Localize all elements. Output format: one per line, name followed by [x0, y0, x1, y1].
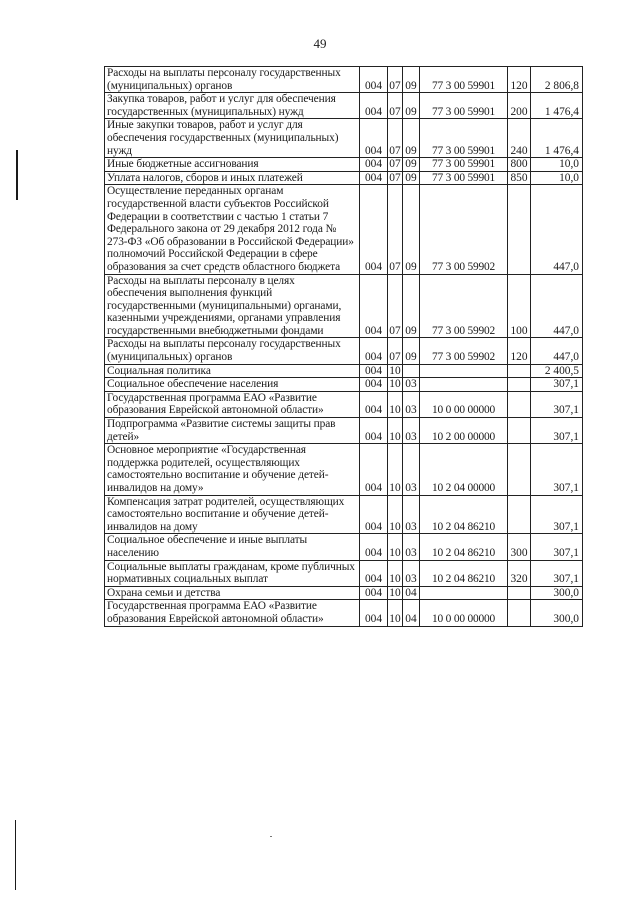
row-name: Социальная политика [105, 364, 360, 378]
table-row [105, 158, 583, 172]
table-row [105, 378, 583, 392]
subsection-code: 09 [403, 93, 420, 119]
section-code: 10 [388, 560, 403, 586]
subsection-code: 09 [403, 158, 420, 172]
table-row [105, 185, 583, 274]
ministry-code: 004 [360, 418, 388, 444]
expense-type-code: 200 [508, 93, 531, 119]
section-code: 07 [388, 93, 403, 119]
table-row [105, 444, 583, 495]
subsection-code: 09 [403, 338, 420, 364]
target-article-code: 77 3 00 59901 [420, 158, 508, 172]
subsection-code: 09 [403, 67, 420, 93]
table-body [105, 67, 583, 627]
expense-type-code: 240 [508, 119, 531, 158]
amount: 307,1 [531, 495, 583, 534]
ministry-code: 004 [360, 444, 388, 495]
expense-type-code: 120 [508, 67, 531, 93]
ministry-code: 004 [360, 338, 388, 364]
subsection-code: 03 [403, 391, 420, 417]
table-row [105, 171, 583, 185]
amount: 307,1 [531, 418, 583, 444]
expense-type-code [508, 378, 531, 392]
target-article-code: 77 3 00 59901 [420, 67, 508, 93]
ministry-code: 004 [360, 534, 388, 560]
target-article-code: 10 2 04 86210 [420, 534, 508, 560]
row-name: Уплата налогов, сборов и иных платежей [105, 171, 360, 185]
expense-type-code [508, 586, 531, 600]
section-code: 07 [389, 158, 401, 171]
section-code: 07 [388, 67, 403, 93]
row-name: Расходы на выплаты персоналу государственных (муниципальных) органов [105, 338, 360, 364]
section-code: 10 [388, 495, 403, 534]
row-name: Расходы на выплаты персоналу в целях обеспечения выполнения функций государственными (муниципальными) органами, казенными учреждениями, органами управления государственными внебюджетными фондами [105, 274, 360, 338]
ministry-code: 004 [360, 171, 388, 185]
target-article-code: 10 0 00 00000 [420, 600, 508, 626]
row-name: Иные бюджетные ассигнования [105, 158, 360, 172]
subsection-code: 09 [403, 119, 420, 158]
amount: 447,0 [531, 338, 583, 364]
amount: 307,1 [531, 444, 583, 495]
table-row [105, 93, 583, 119]
amount: 2 806,8 [531, 67, 583, 93]
subsection-code: 03 [403, 534, 420, 560]
section-code: 10 [388, 391, 403, 417]
ministry-code: 004 [360, 119, 388, 158]
ministry-code: 004 [360, 364, 388, 378]
subsection-code: 09 [403, 274, 420, 338]
expense-type-code [508, 418, 531, 444]
subsection-code [403, 364, 420, 378]
ministry-code: 004 [360, 93, 388, 119]
row-name: Государственная программа ЕАО «Развитие образования Еврейской автономной области» [105, 600, 360, 626]
subsection-code: 09 [403, 185, 420, 274]
row-name: Социальное обеспечение и иные выплаты населению [105, 534, 360, 560]
amount: 307,1 [531, 560, 583, 586]
target-article-code [420, 378, 508, 392]
row-name: Охрана семьи и детства [105, 586, 360, 600]
section-code: 10 [388, 534, 403, 560]
ministry-code: 004 [360, 560, 388, 586]
row-name: Основное мероприятие «Государственная поддержка родителей, осуществляющих самостоятельно воспитание и обучение детей-инвалидов на дому» [105, 444, 360, 495]
table-row [105, 560, 583, 586]
target-article-code [420, 364, 508, 378]
scan-margin-mark [16, 150, 18, 200]
expense-type-code: 300 [508, 534, 531, 560]
scan-dot-mark [270, 836, 272, 837]
amount: 10,0 [531, 158, 583, 172]
section-code: 10 [389, 586, 401, 599]
row-name: Государственная программа ЕАО «Развитие образования Еврейской автономной области» [105, 391, 360, 417]
row-name: Расходы на выплаты персоналу государственных (муниципальных) органов [105, 67, 360, 93]
expense-type-code: 100 [508, 274, 531, 338]
table-row [105, 338, 583, 364]
expense-type-code: 120 [508, 338, 531, 364]
target-article-code: 77 3 00 59902 [420, 338, 508, 364]
amount: 300,0 [531, 600, 583, 626]
target-article-code: 10 2 04 86210 [420, 495, 508, 534]
target-article-code: 77 3 00 59901 [420, 171, 508, 185]
ministry-code: 004 [360, 495, 388, 534]
row-name: Осуществление переданных органам государственной власти субъектов Российской Федерации в соответствии с частью 1 статьи 7 Федерального закона от 29 декабря 2012 года № 273-ФЗ «Об образовании в Российской Федерации» полномочий Российской Федерации в сфере образования за счет средств областного бюджета [105, 185, 360, 274]
subsection-code: 03 [403, 560, 420, 586]
ministry-code: 004 [360, 67, 388, 93]
expense-type-code [508, 495, 531, 534]
ministry-code: 004 [360, 158, 388, 172]
target-article-code: 77 3 00 59902 [420, 185, 508, 274]
section-code: 10 [388, 600, 403, 626]
table-row [105, 364, 583, 378]
target-article-code: 10 2 04 00000 [420, 444, 508, 495]
scan-margin-mark [15, 820, 16, 890]
ministry-code: 004 [360, 274, 388, 338]
subsection-code: 03 [403, 418, 420, 444]
target-article-code: 10 0 00 00000 [420, 391, 508, 417]
table-row [105, 274, 583, 338]
amount: 307,1 [531, 534, 583, 560]
table-row [105, 119, 583, 158]
expense-type-code [508, 600, 531, 626]
expense-type-code: 850 [508, 171, 531, 185]
target-article-code: 77 3 00 59901 [420, 93, 508, 119]
section-code: 10 [388, 418, 403, 444]
subsection-code: 04 [403, 600, 420, 626]
table-row [105, 600, 583, 626]
subsection-code: 03 [403, 444, 420, 495]
target-article-code: 77 3 00 59901 [420, 119, 508, 158]
table-row [105, 391, 583, 417]
subsection-code: 09 [403, 171, 420, 185]
amount: 10,0 [531, 171, 583, 185]
ministry-code: 004 [360, 378, 388, 392]
table-row [105, 418, 583, 444]
ministry-code: 004 [360, 600, 388, 626]
row-name: Компенсация затрат родителей, осуществляющих самостоятельно воспитание и обучение детей-инвалидов на дому [105, 495, 360, 534]
expense-type-code [508, 391, 531, 417]
table-row [105, 495, 583, 534]
section-code: 10 [389, 364, 401, 377]
row-name: Социальные выплаты гражданам, кроме публичных нормативных социальных выплат [105, 560, 360, 586]
row-name: Иные закупки товаров, работ и услуг для обеспечения государственных (муниципальных) нужд [105, 119, 360, 158]
target-article-code [420, 586, 508, 600]
row-name: Подпрограмма «Развитие системы защиты прав детей» [105, 418, 360, 444]
section-code: 07 [389, 171, 401, 184]
amount: 447,0 [531, 185, 583, 274]
subsection-code: 03 [403, 378, 420, 392]
amount: 1 476,4 [531, 93, 583, 119]
ministry-code: 004 [360, 391, 388, 417]
expense-type-code [508, 444, 531, 495]
section-code: 07 [388, 185, 403, 274]
target-article-code: 10 2 00 00000 [420, 418, 508, 444]
table-row [105, 534, 583, 560]
expense-type-code [508, 364, 531, 378]
expense-type-code [508, 185, 531, 274]
ministry-code: 004 [360, 586, 388, 600]
amount: 1 476,4 [531, 119, 583, 158]
target-article-code: 10 2 04 86210 [420, 560, 508, 586]
expense-type-code: 320 [508, 560, 531, 586]
section-code: 10 [388, 444, 403, 495]
table-row [105, 67, 583, 93]
row-name: Социальное обеспечение населения [105, 378, 360, 392]
target-article-code: 77 3 00 59902 [420, 274, 508, 338]
subsection-code: 03 [403, 495, 420, 534]
section-code: 07 [388, 119, 403, 158]
table-row [105, 586, 583, 600]
page-number: 49 [313, 36, 327, 51]
amount: 300,0 [531, 586, 583, 600]
amount: 307,1 [531, 391, 583, 417]
section-code: 07 [388, 338, 403, 364]
amount: 447,0 [531, 274, 583, 338]
budget-table [104, 66, 583, 627]
section-code: 07 [388, 274, 403, 338]
row-name: Закупка товаров, работ и услуг для обеспечения государственных (муниципальных) нужд [105, 93, 360, 119]
amount: 2 400,5 [531, 364, 583, 378]
section-code: 10 [389, 378, 401, 391]
ministry-code: 004 [360, 185, 388, 274]
subsection-code: 04 [403, 586, 420, 600]
amount: 307,1 [531, 378, 583, 392]
expense-type-code: 800 [508, 158, 531, 172]
